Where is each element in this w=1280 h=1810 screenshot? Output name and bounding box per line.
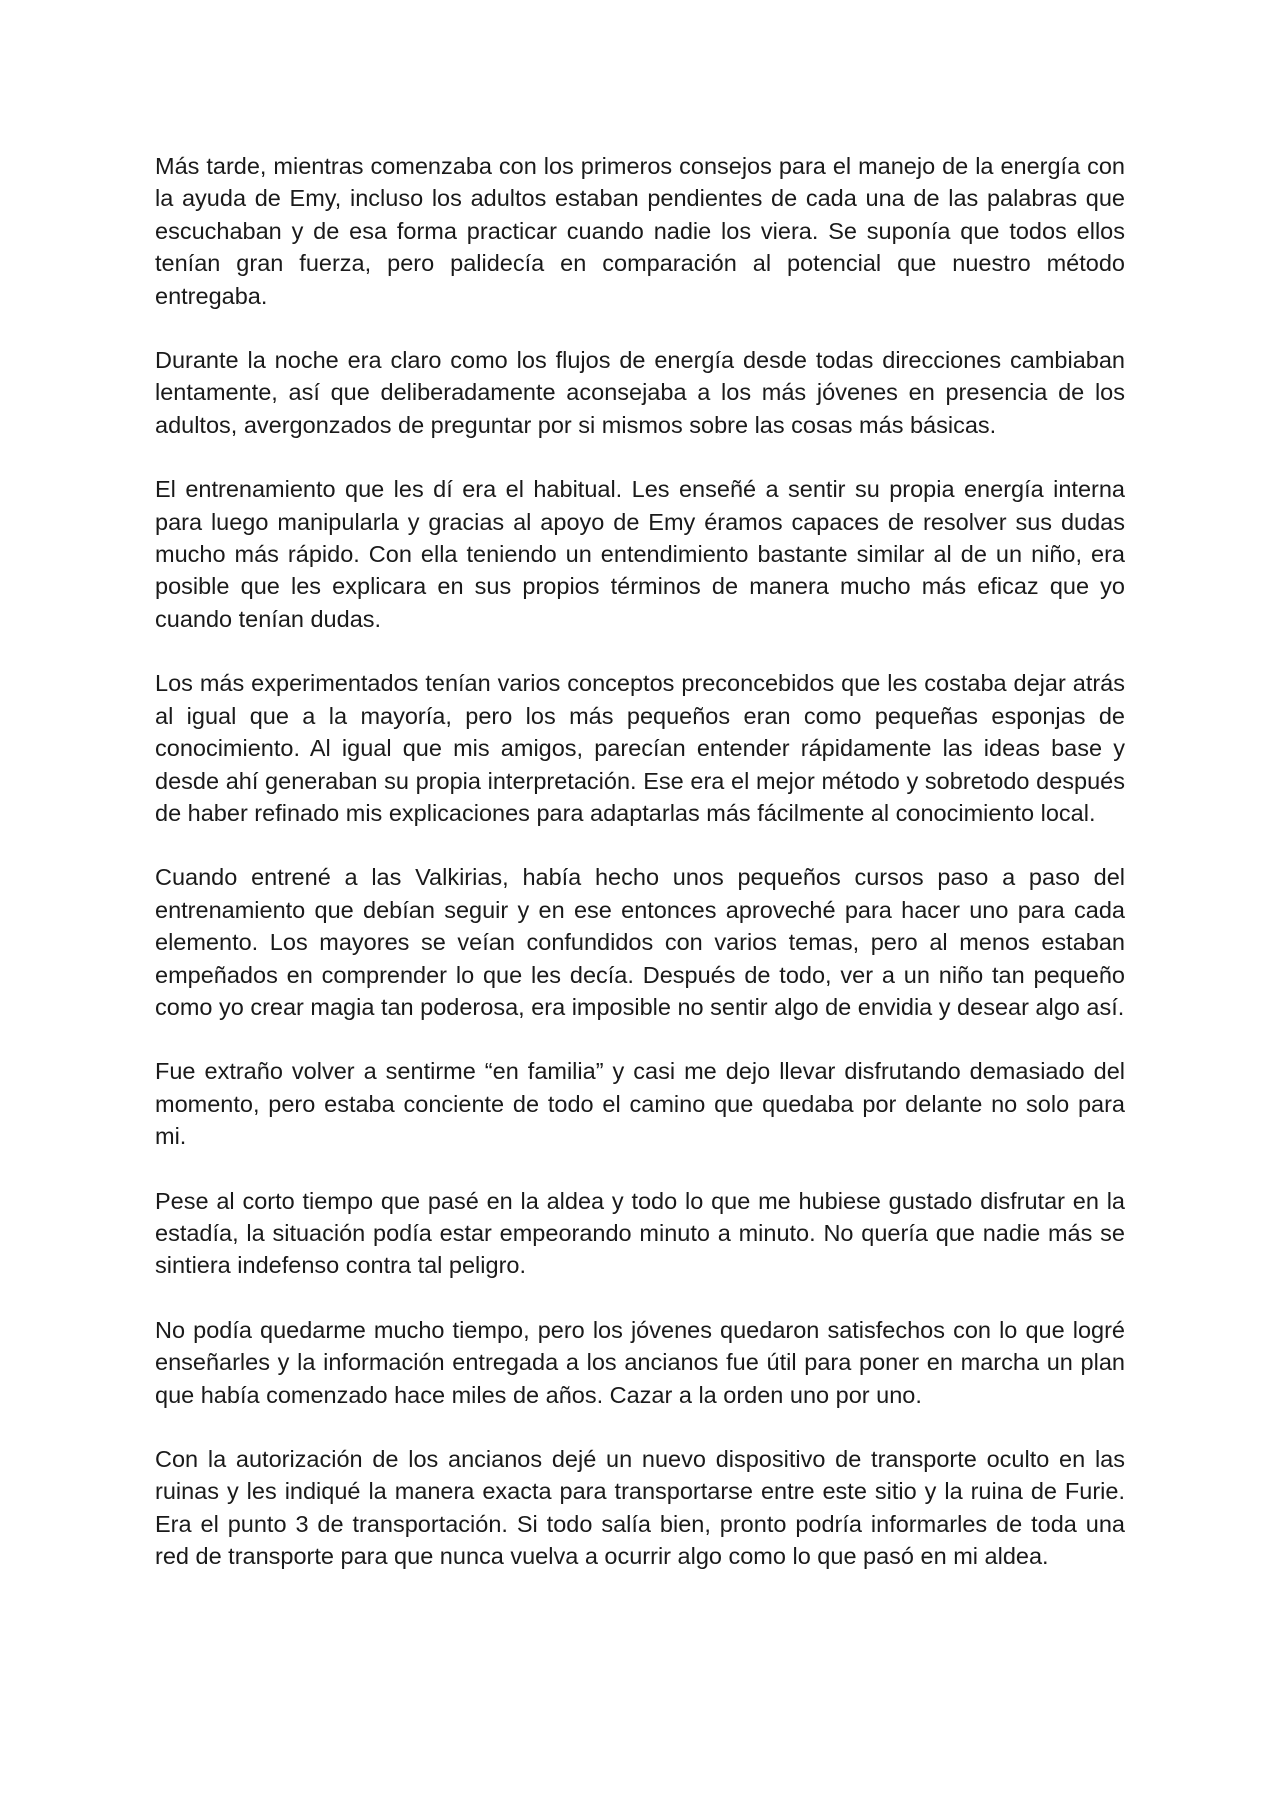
paragraph-8: No podía quedarme mucho tiempo, pero los jóvenes quedaron satisfechos con lo que logré enseñarles y la información entregada a los ancianos fue útil para poner en marcha un plan que había comenzado hace miles de años. Cazar a la orden uno por uno. xyxy=(155,1316,1125,1408)
paragraph-5: Cuando entrené a las Valkirias, había hecho unos pequeños cursos paso a paso del entrenamiento que debían seguir y en ese entonces aproveché para hacer uno para cada elemento. Los mayores se veían confundidos con varios temas, pero al menos estaban empeñados en comprender lo que les decía. Después de todo, ver a un niño tan pequeño como yo crear magia tan poderosa, era imposible no sentir algo de envidia y desear algo así. xyxy=(155,864,1125,1020)
paragraph-1: Más tarde, mientras comenzaba con los primeros consejos para el manejo de la energía con la ayuda de Emy, incluso los adultos estaban pendientes de cada una de las palabras que escuchaban y de esa forma practicar cuando nadie los viera. Se suponía que todos ellos tenían gran fuerza, pero palidecía en comparación al potencial que nuestro método entregaba. xyxy=(155,153,1125,309)
paragraph-6: Fue extraño volver a sentirme “en familia” y casi me dejo llevar disfrutando demasiado del momento, pero estaba conciente de todo el camino que quedaba por delante no solo para mi. xyxy=(155,1058,1125,1150)
paragraph-3: El entrenamiento que les dí era el habitual. Les enseñé a sentir su propia energía interna para luego manipularla y gracias al apoyo de Emy éramos capaces de resolver sus dudas mucho más rápido. Con ella teniendo un entendimiento bastante similar al de un niño, era posible que les explicara en sus propios términos de manera mucho más eficaz que yo cuando tenían dudas. xyxy=(155,476,1125,632)
paragraph-7: Pese al corto tiempo que pasé en la aldea y todo lo que me hubiese gustado disfrutar en la estadía, la situación podía estar empeorando minuto a minuto. No quería que nadie más se sintiera indefenso contra tal peligro. xyxy=(155,1187,1125,1279)
paragraph-9: Con la autorización de los ancianos dejé un nuevo dispositivo de transporte oculto en las ruinas y les indiqué la manera exacta para transportarse entre este sitio y la ruina de Furie. Era el punto 3 de transportación. Si todo salía bien, pronto podría informarles de toda una red de transporte para que nunca vuelva a ocurrir algo como lo que pasó en mi aldea. xyxy=(155,1446,1125,1570)
paragraph-4: Los más experimentados tenían varios conceptos preconcebidos que les costaba dejar atrás al igual que a la mayoría, pero los más pequeños eran como pequeñas esponjas de conocimiento. Al igual que mis amigos, parecían entender rápidamente las ideas base y desde ahí generaban su propia interpretación. Ese era el mejor método y sobretodo después de haber refinado mis explicaciones para adaptarlas más fácilmente al conocimiento local. xyxy=(155,670,1125,826)
document-body xyxy=(155,150,1125,1605)
paragraph-2: Durante la noche era claro como los flujos de energía desde todas direcciones cambiaban lentamente, así que deliberadamente aconsejaba a los más jóvenes en presencia de los adultos, avergonzados de preguntar por si mismos sobre las cosas más básicas. xyxy=(155,347,1125,438)
